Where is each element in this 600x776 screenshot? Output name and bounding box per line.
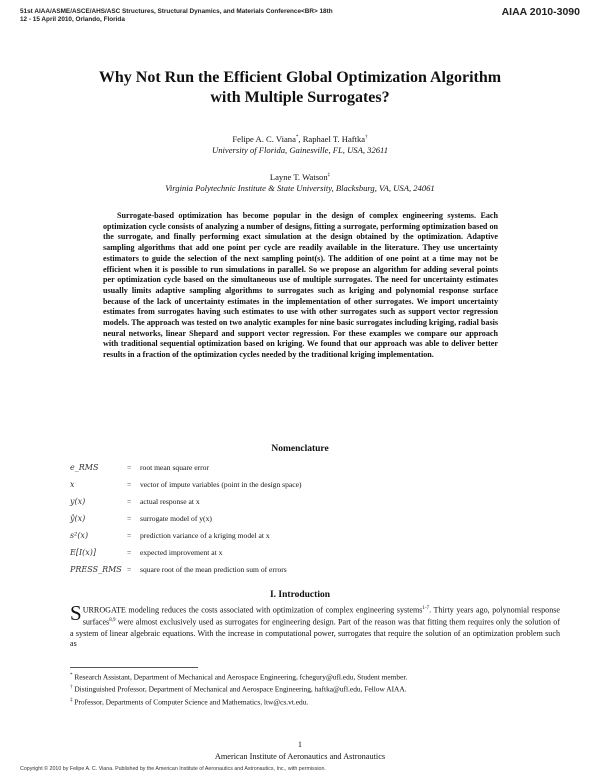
footnote-divider	[70, 667, 198, 668]
author-names-1	[40, 132, 560, 145]
nomenclature-definition: root mean square error	[140, 463, 209, 472]
author-group-1	[40, 132, 560, 156]
affiliation-1: University of Florida, Gainesville, FL, USA, 32611	[212, 144, 388, 155]
introduction-paragraph	[70, 601, 560, 650]
nomenclature-definition: square root of the mean prediction sum of errors	[140, 565, 287, 574]
affiliation-2: Virginia Polytechnic Institute & State University, Blacksburg, VA, USA, 24061	[165, 182, 435, 193]
author-watson: Layne T. Watson	[269, 171, 328, 182]
author-group-2	[40, 170, 560, 194]
nomenclature-row	[70, 562, 550, 579]
intro-smallcaps: URROGATE	[82, 605, 126, 615]
nomenclature-symbol: E[I(x)]	[70, 548, 96, 557]
nomenclature-definition: surrogate model of y(x)	[140, 514, 212, 523]
footnotes	[70, 671, 560, 708]
paper-title	[40, 68, 560, 108]
nomenclature-row	[70, 460, 550, 477]
footnote-mark: ‡	[70, 697, 73, 703]
nomenclature-definition: expected improvement at x	[140, 548, 223, 557]
footnote-mark: *	[70, 673, 73, 678]
citation: 8,9	[109, 618, 116, 624]
nomenclature-row	[70, 511, 550, 528]
author-mark-2: †	[365, 135, 368, 140]
footnote	[70, 683, 560, 695]
page-number: 1	[297, 740, 303, 749]
abstract: Surrogate-based optimization has become popular in the design of complex engineering systems. Each optimization cycle consists of analyzing a number of designs, fitting a surrogate, performing optimization based on the surrogate, and finally performing exact simulation at the design obtained by the optimization. Adaptive sampling algorithms that add one point per cycle are readily available in the literature. They use uncertainty estimators to guide the selection of the next sampling point(s). The addition of one point at a time may not be efficient when it is possible to run simulations in parallel. So we propose an algorithm for adding several points per optimization cycle based on the simultaneous use of multiple surrogates. The need for uncertainty estimates usually limits adaptive sampling algorithms to surrogates such as kriging and polynomial response surface because of the lack of uncertainty estimates in the implementation of other surrogates. We import uncertainty estimates from surrogates having such estimates to use with other surrogates such as support vector regression models. The approach was tested on two analytic examples for nine basic surrogates including kriging, radial basis neural networks, linear Shepard and support vector regression. For these examples we compare our approach with traditional sequential optimization based on kriging. We found that our approach was able to deliver better results in a fraction of the optimization cycles needed by the traditional kriging implementation.	[103, 211, 498, 360]
nomenclature-row	[70, 494, 550, 511]
nomenclature-symbol: s²(x)	[70, 531, 89, 540]
author-viana: Felipe A. C. Viana	[232, 133, 296, 144]
intro-text-b: . Thirty years ago, polynomial response surfaces	[82, 605, 560, 627]
nomenclature-symbol: ŷ(x)	[70, 514, 86, 523]
nomenclature-list	[70, 460, 550, 579]
nomenclature-row	[70, 545, 550, 562]
nomenclature-definition: prediction variance of a kriging model at x	[140, 531, 270, 540]
footnote-text: Professor, Departments of Computer Science and Mathematics, ltw@cs.vt.edu.	[72, 697, 309, 706]
conference-line-2: 12 - 15 April 2010, Orlando, Florida	[20, 16, 125, 23]
author-haftka: , Raphael T. Haftka	[298, 133, 366, 144]
author-mark-1: *	[295, 135, 299, 140]
nomenclature-equals: =	[127, 497, 132, 506]
nomenclature-heading: Nomenclature	[271, 444, 329, 454]
footnote-text: Distinguished Professor, Department of Mechanical and Aerospace Engineering, haftka@ufl.edu, Fellow AIAA.	[72, 684, 407, 694]
title-line-1: Why Not Run the Efficient Global Optimization Algorithm	[98, 69, 502, 86]
footnote	[70, 671, 560, 683]
nomenclature-equals: =	[127, 514, 132, 523]
intro-text-a: modeling reduces the costs associated with optimization of complex engineering systems	[125, 605, 423, 615]
author-mark-3: ‡	[327, 173, 331, 178]
nomenclature-row	[70, 477, 550, 494]
nomenclature-equals: =	[127, 565, 132, 574]
nomenclature-symbol: PRESS_RMS	[70, 565, 122, 574]
nomenclature-equals: =	[127, 548, 132, 557]
nomenclature-symbol: x	[70, 480, 75, 489]
nomenclature-equals: =	[127, 463, 132, 472]
intro-text-c: were almost exclusively used as surrogates for engineering design. Part of the reason was that fitting them requires only the solution of a system of linear algebraic equations. With the increase in computational power, surrogates that require the solution of an optimization problem such as	[70, 617, 560, 649]
title-line-2: with Multiple Surrogates?	[210, 89, 390, 106]
citation: 1-7	[422, 606, 430, 611]
nomenclature-equals: =	[127, 531, 132, 540]
footnote	[70, 696, 560, 708]
conference-header	[20, 8, 440, 24]
author-names-2	[40, 170, 560, 183]
conference-line-1: 51st AIAA/ASME/ASCE/AHS/ASC Structures, Structural Dynamics, and Materials Conference<BR> 18th	[20, 8, 333, 15]
copyright-notice: Copyright © 2010 by Felipe A. C. Viana. Published by the American Institute of Aeronautics and Astronautics, Inc., with permission.	[20, 766, 326, 772]
nomenclature-equals: =	[127, 480, 132, 489]
nomenclature-row	[70, 528, 550, 545]
introduction-heading: I. Introduction	[269, 590, 330, 600]
nomenclature-symbol: e_RMS	[70, 463, 99, 472]
footer-organization: American Institute of Aeronautics and Astronautics	[214, 752, 386, 761]
footnote-text: Research Assistant, Department of Mechanical and Aerospace Engineering, fchegury@ufl.edu, Student member.	[72, 672, 408, 682]
nomenclature-definition: actual response at x	[140, 497, 200, 506]
nomenclature-definition: vector of impute variables (point in the design space)	[140, 480, 302, 489]
footnote-mark: †	[70, 685, 73, 691]
paper-number: AIAA 2010-3090	[501, 6, 580, 18]
drop-cap: S	[70, 601, 82, 625]
nomenclature-symbol: y(x)	[70, 497, 86, 506]
